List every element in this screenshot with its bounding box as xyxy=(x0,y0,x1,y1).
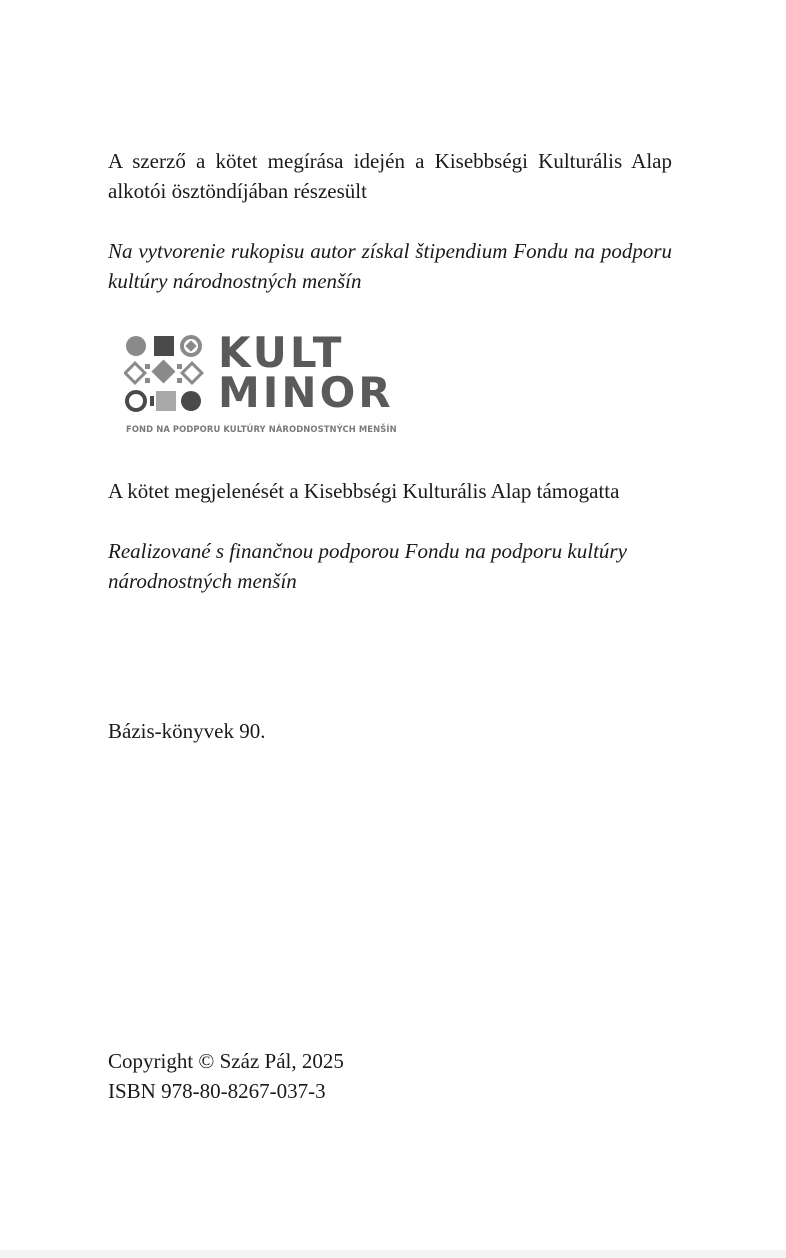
copyright-line: Copyright © Száz Pál, 2025 xyxy=(108,1049,344,1073)
isbn-line: ISBN 978-80-8267-037-3 xyxy=(108,1079,326,1103)
logo-word-minor: MINOR xyxy=(218,368,394,417)
slovak-support-note: Realizované s finančnou podporou Fondu na podporu kultúry národnostných menšín xyxy=(108,539,627,593)
series-title: Bázis-könyvek 90. xyxy=(108,719,266,743)
kult-minor-logo xyxy=(124,328,397,436)
logo-tagline: FOND NA PODPORU KULTÚRY NÁRODNOSTNÝCH MENŠÍN xyxy=(126,424,397,434)
kult-minor-logo-mark-icon xyxy=(124,334,204,414)
slovak-grant-note: Na vytvorenie rukopisu autor získal štipendium Fondu na podporu kultúry národnostných menšín xyxy=(108,239,672,293)
hungarian-grant-note: A szerző a kötet megírása idején a Kisebbségi Kulturális Alap alkotói ösztöndíjában részesült xyxy=(108,149,672,203)
logo-word-kult: KULT xyxy=(218,328,345,377)
hungarian-support-note: A kötet megjelenését a Kisebbségi Kulturális Alap támogatta xyxy=(108,479,620,503)
page-bottom-edge xyxy=(0,1250,786,1258)
